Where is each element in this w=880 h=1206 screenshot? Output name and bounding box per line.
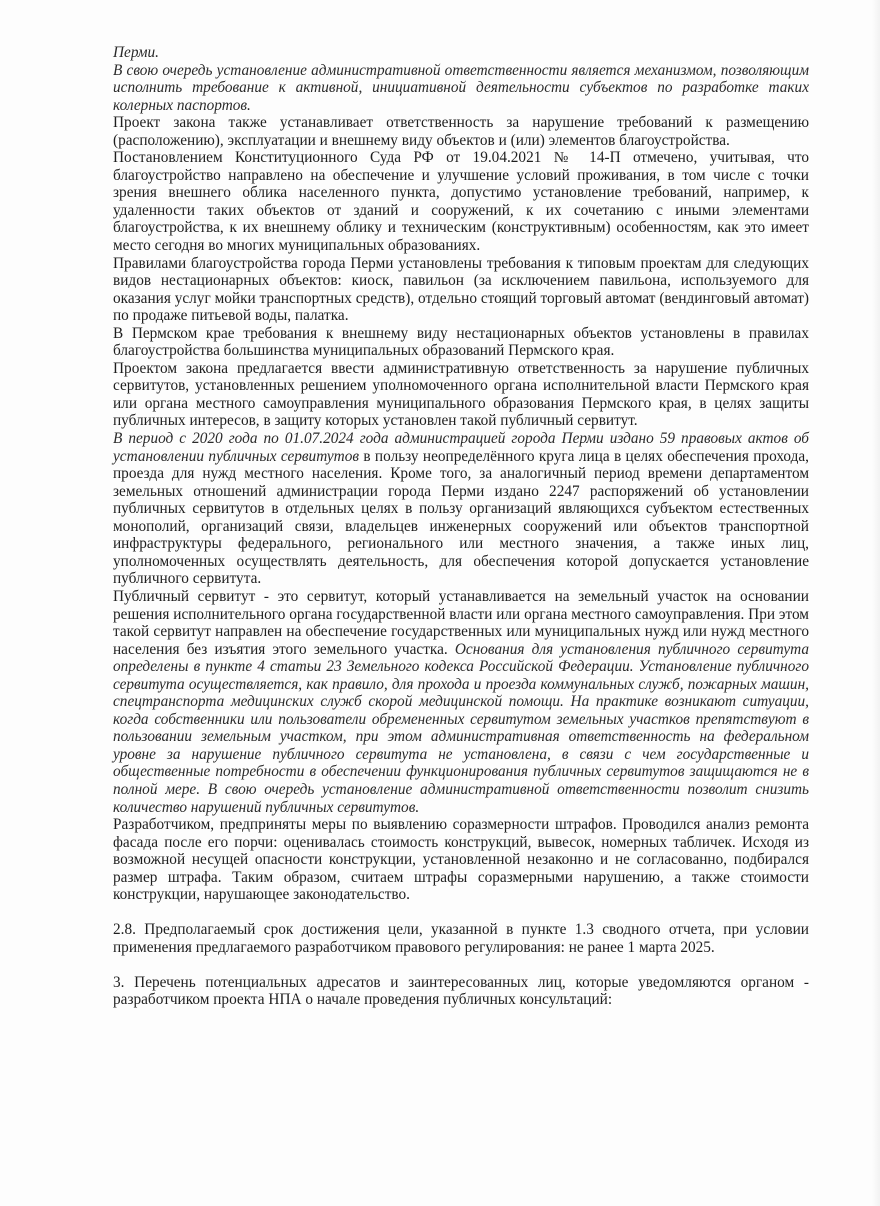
document-body — [113, 44, 809, 1009]
spacer — [113, 956, 809, 974]
paragraph-public-servitude-responsibility: Проектом закона предлагается ввести административную ответственность за нарушение публичных сервитутов, установленных решением уполномоченного органа исполнительной власти Пермского края или органа местного самоуправления муниципального образования Пермского края, в целях защиты публичных интересов, в защиту которых установлен такой публичный сервитут. — [113, 359, 809, 430]
paragraph-servitude-statistics — [113, 430, 809, 588]
paragraph-fine-proportionality: Разработчиком, предприняты меры по выявлению соразмерности штрафов. Проводился анализ ремонта фасада после его порчи: оценивалась стоимость конструкций, вывесок, номерных табличек. Исходя из возможной несущей опасности конструкции, установленной незаконно и не согласованно, подбирался размер штрафа. Таким образом, считаем штрафы соразмерными нарушению, а также стоимости конструкции, нарушающее законодательство. — [113, 816, 809, 904]
page-edge-shadow — [872, 0, 880, 1206]
paragraph-perm-rules: Правилами благоустройства города Перми установлены требования к типовым проектам для следующих видов нестационарных объектов: киоск, павильон (за исключением павильона, используемого для оказания услуг мойки транспортных средств), отдельно стоящий торговый автомат (вендинговый автомат) по продаже питьевой воды, палатка. — [113, 254, 809, 325]
paragraph-admin-responsibility: В свою очередь установление административной ответственности является механизмом, позволяющим исполнить требование к активной, инициативной деятельности субъектов по разработке таких колерных паспортов. — [113, 61, 809, 114]
paragraph-law-project-responsibility: Проект закона также устанавливает ответственность за нарушение требований к размещению (расположению), эксплуатации и внешнему виду объектов и (или) элементов благоустройства. — [113, 114, 809, 149]
servitude-definition-regular: Публичный сервитут - это сервитут, который устанавливается на земельный участок на основании решения исполнительного органа государственной власти или органа местного самоуправления. При этом такой сервитут направлен на обеспечение государственных или муниципальных нужд или нужд местного населения без изъятия этого земельного участка. — [113, 587, 809, 658]
paragraph-public-servitude-definition — [113, 588, 809, 816]
paragraph-perm-krai-requirements: В Пермском крае требования к внешнему виду нестационарных объектов установлены в правилах благоустройства большинства муниципальных образований Пермского края. — [113, 324, 809, 360]
spacer — [113, 904, 809, 922]
paragraph-section-2-8: 2.8. Предполагаемый срок достижения цели, указанной в пункте 1.3 сводного отчета, при условии применения предлагаемого разработчиком правового регулирования: не ранее 1 марта 2025. — [113, 921, 809, 956]
servitude-statistics-italic: В период с 2020 года по 01.07.2024 года администрацией города Перми издано 59 правовых актов об установлении публичных сервитутов — [113, 430, 809, 465]
servitude-definition-italic: Основания для установления публичного сервитута определены в пункте 4 статьи 23 Земельного кодекса Российской Федерации. Установление публичного сервитута осуществляется, как правило, для прохода и проезда коммунальных служб, пожарных машин, спецтранспорта медицинских служб скорой медицинской помощи. На практике возникают ситуации, когда собственники или пользователи обремененных сервитутом земельных участков препятствуют в пользовании земельным участком, при этом административная ответственность на федеральном уровне за нарушение публичного сервитута не установлена, в связи с чем государственные и общественные потребности в обеспечении функционирования публичных сервитутов защищаются не в полной мере. В свою очередь установление административной ответственности позволит снизить количество нарушений публичных сервитутов. — [113, 640, 809, 816]
paragraph-section-3: 3. Перечень потенциальных адресатов и заинтересованных лиц, которые уведомляются органом - разработчиком проекта НПА о начале проведения публичных консультаций: — [113, 973, 809, 1009]
servitude-statistics-regular: в пользу неопределённого круга лица в целях обеспечения прохода, проезда для нужд местного населения. Кроме того, за аналогичный период времени департаментом земельных отношений администрации города Перми издано 2247 распоряжений об установлении публичных сервитутов в отдельных целях в пользу организаций являющихся субъектом естественных монополий, организаций связи, владельцев инженерных сооружений или объектов транспортной инфраструктуры федерального, регионального или местного значения, а также иных лиц, уполномоченных осуществлять деятельность, для обеспечения которой допускается установление публичного сервитута. — [113, 447, 810, 588]
paragraph-constitutional-court: Постановлением Конституционного Суда РФ от 19.04.2021 № 14-П отмечено, учитывая, что благоустройство направлено на обеспечение и улучшение условий проживания, в том числе с точки зрения внешнего облика населенного пункта, допустимо установление требований, например, к удаленности таких объектов от зданий и сооружений, к их сочетанию с иными элементами благоустройства, к их внешнему облику и техническим (конструктивным) особенностям, как это имеет место сегодня во многих муниципальных образованиях. — [113, 149, 809, 255]
paragraph-perm-ending: Перми. — [113, 44, 159, 61]
